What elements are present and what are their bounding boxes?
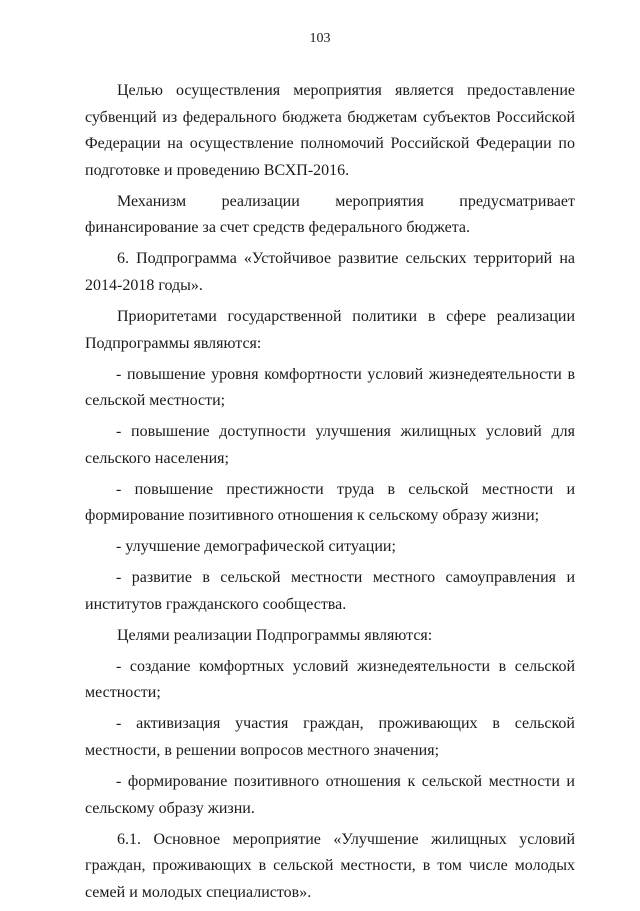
page-number: 103 — [309, 31, 331, 46]
paragraph-event-mechanism: Механизм реализации мероприятия предусматривает финансирование за счет средств федерального бюджета. — [85, 192, 575, 237]
paragraph-event-goal: Целью осуществления мероприятия является предоставление субвенций из федерального бюджета бюджетам субъектов Российской Федерации на осуществление полномочий Российской Федерации по подготовке и проведению ВСХП-2016. — [85, 82, 575, 179]
section-heading-main-event-6-1: 6.1. Основное мероприятие «Улучшение жилищных условий граждан, проживающих в сельской местности, в том числе молодых семей и молодых специалистов». — [85, 830, 575, 901]
list-item-priority-3: - повышение престижности труда в сельской местности и формирование позитивного отношения к сельскому образу жизни; — [85, 480, 575, 525]
paragraph-goals-intro: Целями реализации Подпрограммы являются: — [117, 626, 433, 644]
list-item-priority-4: - улучшение демографической ситуации; — [116, 538, 396, 556]
list-item-priority-2: - повышение доступности улучшения жилищных условий для сельского населения; — [85, 423, 575, 467]
list-item-priority-5: - развитие в сельской местности местного самоуправления и институтов гражданского сообщества. — [85, 569, 575, 613]
list-item-priority-1: - повышение уровня комфортности условий жизнедеятельности в сельской местности; — [85, 365, 575, 410]
list-item-goal-1: - создание комфортных условий жизнедеятельности в сельской местности; — [85, 657, 575, 702]
section-heading-subprogram-6: 6. Подпрограмма «Устойчивое развитие сельских территорий на 2014-2018 годы». — [85, 250, 575, 294]
list-item-goal-3: - формирование позитивного отношения к сельской местности и сельскому образу жизни. — [85, 772, 575, 817]
document-body — [85, 78, 575, 911]
list-item-goal-2: - активизация участия граждан, проживающих в сельской местности, в решении вопросов местного значения; — [85, 715, 575, 759]
paragraph-priorities-intro: Приоритетами государственной политики в сфере реализации Подпрограммы являются: — [85, 307, 575, 352]
